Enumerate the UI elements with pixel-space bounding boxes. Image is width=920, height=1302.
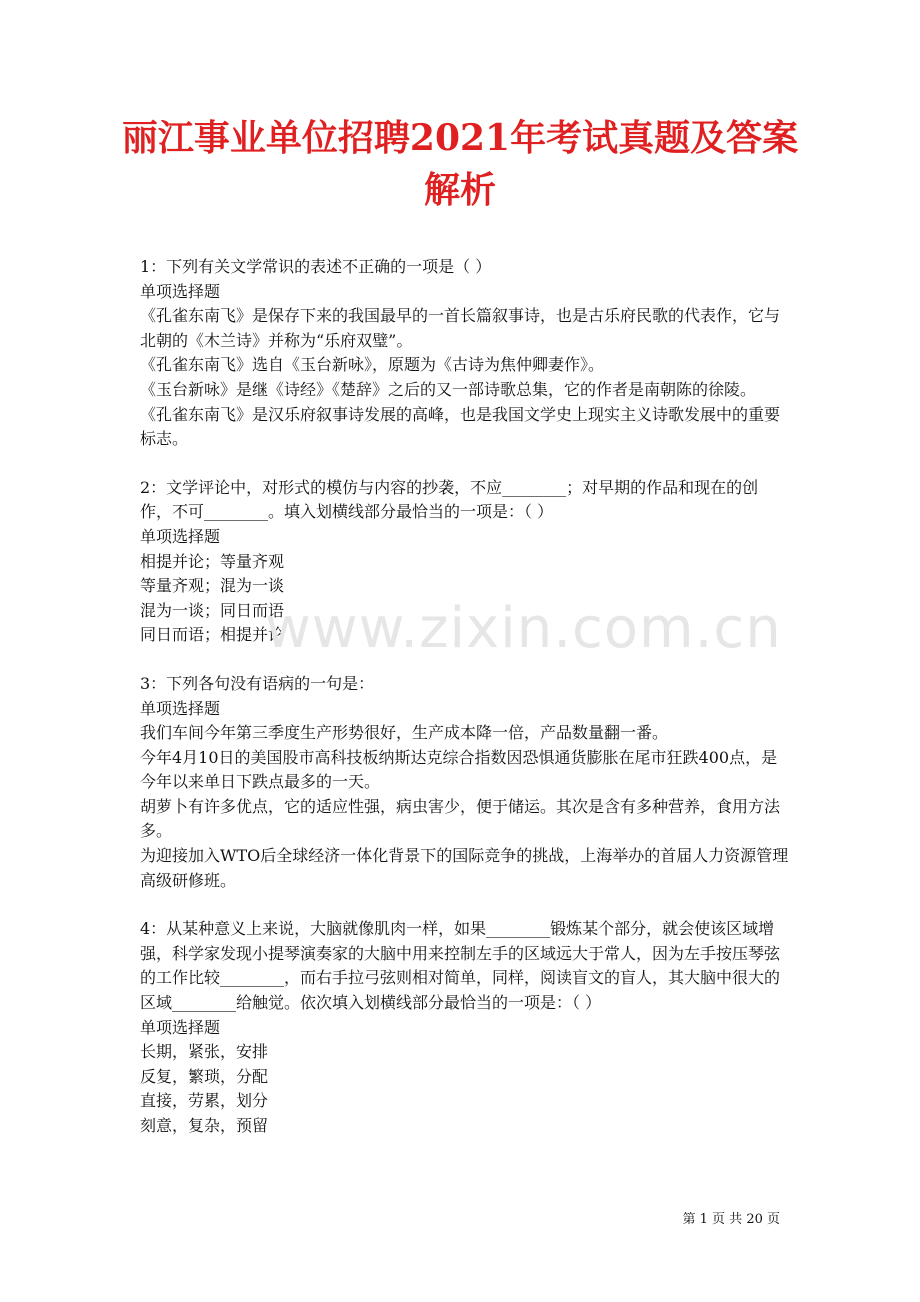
question-option: 我们车间今年第三季度生产形势很好，生产成本降一倍，产品数量翻一番。	[140, 723, 669, 743]
question-4	[140, 917, 790, 1138]
question-type: 单项选择题	[140, 281, 221, 301]
question-option: 刻意，复杂，预留	[140, 1116, 269, 1135]
question-option: 《孔雀东南飞》是保存下来的我国最早的一首长篇叙事诗，也是古乐府民歌的代表作，它与北朝的《木兰诗》并称为“乐府双璧”。	[140, 306, 781, 350]
question-option: 反复，繁琐，分配	[140, 1066, 269, 1086]
question-type: 单项选择题	[140, 526, 221, 546]
question-option: 《孔雀东南飞》选自《玉台新咏》，原题为《古诗为焦仲卿妻作》。	[140, 355, 605, 375]
question-option: 相提并论；等量齐观	[140, 551, 285, 571]
question-option: 《玉台新咏》是继《诗经》《楚辞》之后的又一部诗歌总集，它的作者是南朝陈的徐陵。	[140, 379, 757, 399]
question-list	[140, 255, 790, 1163]
question-3	[140, 672, 790, 893]
watermark: www.zixin.com.cn	[265, 596, 782, 661]
title-line-1: 丽江事业单位招聘2021年考试真题及答案	[121, 117, 799, 159]
question-option: 长期，紧张，安排	[140, 1042, 269, 1062]
question-option: 同日而语；相提并论	[140, 625, 285, 645]
title-line-2: 解析	[423, 169, 496, 211]
question-2	[140, 476, 790, 648]
question-option: 今年4月10日的美国股市高科技板纳斯达克综合指数因恐惧通货膨胀在尾市狂跌400点，是今年以来单日下跌点最多的一天。	[140, 747, 778, 792]
document-title	[110, 112, 810, 216]
question-option: 混为一谈；同日而语	[140, 600, 285, 620]
page-number: 第 1 页 共 20 页	[682, 1212, 780, 1227]
question-prompt: 1：下列有关文学常识的表述不正确的一项是（ ）	[140, 257, 492, 276]
question-option: 为迎接加入WTO后全球经济一体化背景下的国际竞争的挑战，上海举办的首届人力资源管理高级研修班。	[140, 846, 789, 890]
question-prompt: 3：下列各句没有语病的一句是：	[140, 673, 375, 693]
question-prompt: 4：从某种意义上来说，大脑就像肌肉一样，如果________锻炼某个部分，就会使该区域增强，科学家发现小提琴演奏家的大脑中用来控制左手的区域远大于常人，因为左手按压琴弦的工作比较________，而右手拉弓弦则相对简单，同样，阅读盲文的盲人，其大脑中很大的区域________给触觉。依次填入划横线部分最恰当的一项是：（ ）	[140, 919, 781, 1013]
question-prompt: 2：文学评论中，对形式的模仿与内容的抄袭，不应________；对早期的作品和现在的创作，不可________。填入划横线部分最恰当的一项是：（ ）	[140, 477, 759, 522]
question-option: 等量齐观；混为一谈	[140, 576, 285, 596]
question-1	[140, 255, 790, 452]
question-option: 胡萝卜有许多优点，它的适应性强，病虫害少，便于储运。其次是含有多种营养，食用方法多。	[140, 796, 781, 841]
question-option: 直接，劳累，划分	[140, 1091, 269, 1111]
question-option: 《孔雀东南飞》是汉乐府叙事诗发展的高峰，也是我国文学史上现实主义诗歌发展中的重要标志。	[140, 404, 781, 449]
question-type: 单项选择题	[140, 698, 221, 718]
question-type: 单项选择题	[140, 1017, 221, 1037]
